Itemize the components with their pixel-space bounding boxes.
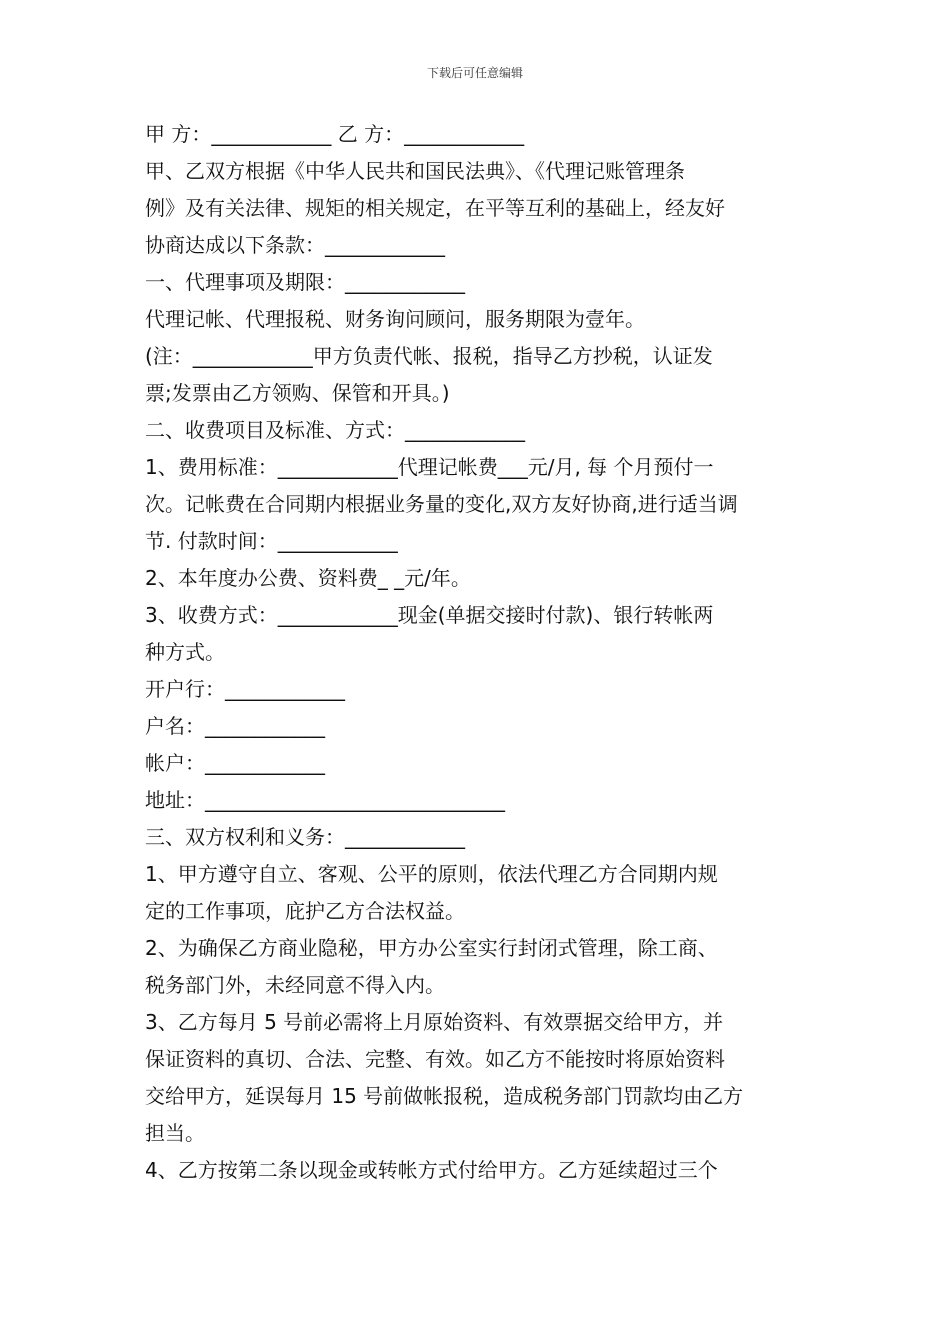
doc-line: 甲 方：____________ 乙 方：____________: [145, 122, 525, 146]
doc-line: 二、收费项目及标准、方式：____________: [145, 418, 525, 442]
doc-line: 开户行：____________: [145, 677, 345, 701]
doc-line: 协商达成以下条款：____________: [145, 233, 445, 257]
doc-line: 次。记帐费在合同期内根据业务量的变化,双方友好协商,进行适当调: [145, 492, 738, 516]
doc-line: 保证资料的真切、合法、完整、有效。如乙方不能按时将原始资料: [145, 1047, 725, 1071]
doc-line: 种方式。: [145, 640, 225, 664]
doc-line: 税务部门外，未经同意不得入内。: [145, 973, 445, 997]
doc-line: 户名：____________: [145, 714, 325, 738]
doc-line: 1、费用标准：____________代理记帐费___元/月, 每 个月预付一: [145, 455, 714, 479]
doc-line: 地址：______________________________: [145, 788, 505, 812]
doc-line: 甲、乙双方根据《中华人民共和国民法典》、《代理记账管理条: [145, 159, 685, 183]
doc-line: (注：____________甲方负责代帐、报税，指导乙方抄税，认证发: [145, 344, 713, 368]
doc-line: 例》及有关法律、规矩的相关规定，在平等互利的基础上，经友好: [145, 196, 725, 220]
doc-line: 2、为确保乙方商业隐秘，甲方办公室实行封闭式管理，除工商、: [145, 936, 718, 960]
doc-line: 3、收费方式：____________现金(单据交接时付款)、银行转帐两: [145, 603, 714, 627]
doc-line: 代理记帐、代理报税、财务询问顾问，服务期限为壹年。: [145, 307, 645, 331]
doc-line: 2、本年度办公费、资料费_ _元/年。: [145, 566, 471, 590]
header-note: 下载后可任意编辑: [426, 66, 523, 80]
doc-line: 帐户：____________: [145, 751, 325, 775]
doc-line: 一、代理事项及期限：____________: [145, 270, 465, 294]
doc-line: 定的工作事项，庇护乙方合法权益。: [145, 899, 465, 923]
doc-line: 4、乙方按第二条以现金或转帐方式付给甲方。乙方延续超过三个: [145, 1158, 718, 1182]
doc-line: 票;发票由乙方领购、保管和开具。): [145, 381, 450, 405]
doc-line: 担当。: [145, 1121, 205, 1145]
contract-body: [145, 116, 817, 1189]
doc-line: 3、乙方每月 5 号前必需将上月原始资料、有效票据交给甲方，并: [145, 1010, 724, 1034]
doc-line: 节. 付款时间：____________: [145, 529, 398, 553]
doc-line: 三、双方权利和义务：____________: [145, 825, 465, 849]
doc-line: 1、甲方遵守自立、客观、公平的原则，依法代理乙方合同期内规: [145, 862, 718, 886]
doc-line: 交给甲方，延误每月 15 号前做帐报税，造成税务部门罚款均由乙方: [145, 1084, 744, 1108]
